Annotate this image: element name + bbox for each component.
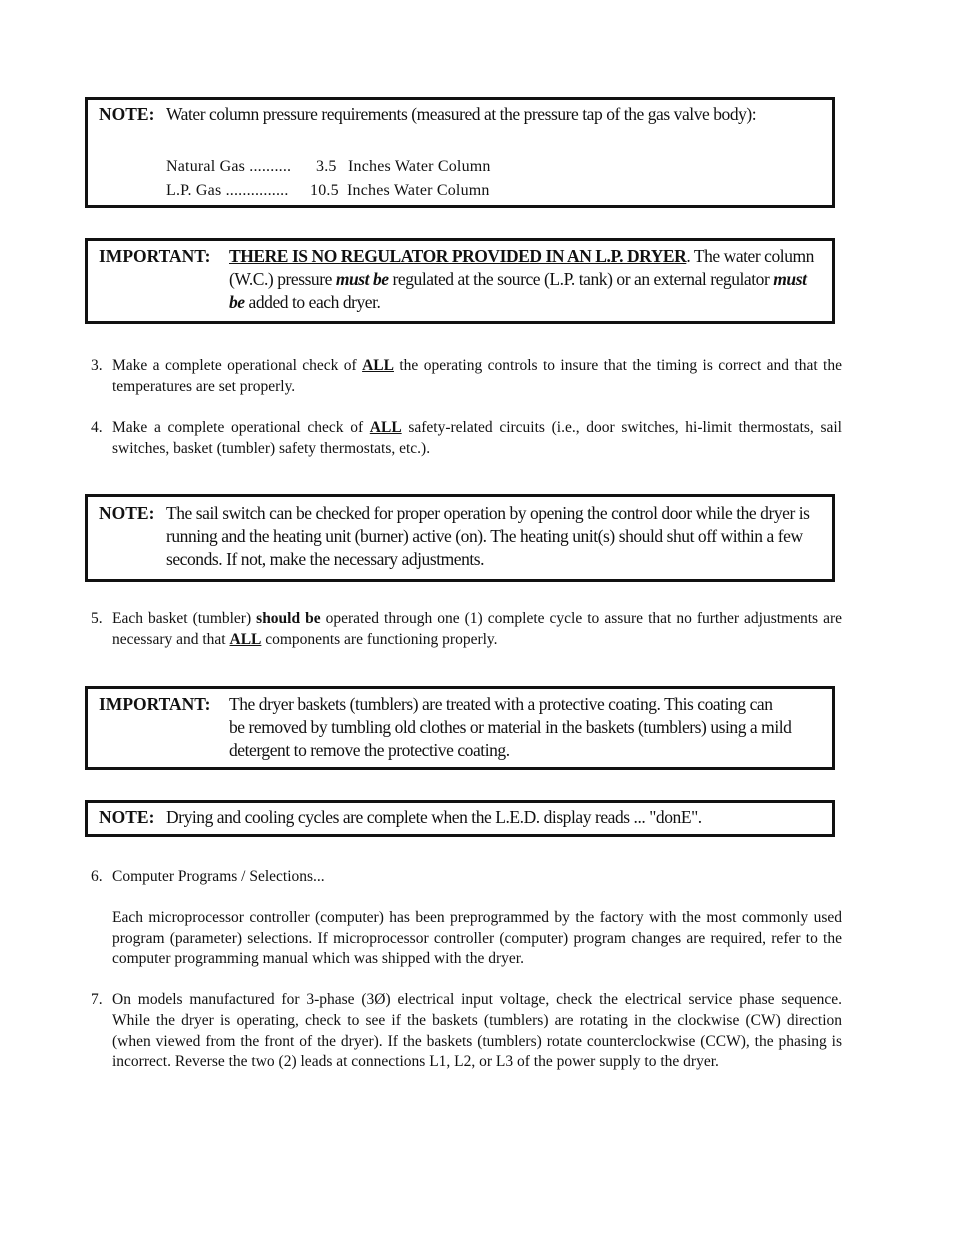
step-6-title: Computer Programs / Selections... bbox=[112, 868, 325, 885]
note-sail-box bbox=[85, 494, 835, 582]
important-coating-text: The dryer baskets (tumblers) are treated with a protective coating. This coating can be removed by tumbling old clothes or material in the baskets (tumblers) using a mild detergent to remove the protective coating. bbox=[229, 694, 792, 760]
natural-gas-value: 3.5 bbox=[316, 158, 337, 175]
natural-gas-unit: Inches Water Column bbox=[348, 158, 491, 175]
important-regulator-box bbox=[85, 238, 835, 324]
step-4: 4. Make a complete operational check of ALL safety-related circuits (i.e., door switches, hi-limit thermostats, sail switches, basket (tumbler) safety thermostats, etc.). bbox=[91, 419, 842, 457]
note-label: NOTE: bbox=[99, 104, 155, 124]
important-coating-box bbox=[85, 686, 835, 770]
step-number: 3. bbox=[91, 357, 103, 374]
important-regulator-text: THERE IS NO REGULATOR PROVIDED IN AN L.P. DRYER. The water column (W.C.) pressure must be regulated at the source (L.P. tank) or an external regulator must be added to each dryer. bbox=[229, 246, 814, 312]
step-6-paragraph: Each microprocessor controller (computer) has been preprogrammed by the factory with the most commonly used program (parameter) selections. If microprocessor controller (computer) program changes are required, refer to the computer programming manual which was shipped with the dryer. bbox=[112, 908, 842, 968]
lp-gas-value: 10.5 bbox=[310, 182, 339, 199]
note-done-box bbox=[85, 800, 835, 837]
step-number: 7. bbox=[91, 991, 103, 1008]
note-label: NOTE: bbox=[99, 807, 155, 827]
step-5: 5. Each basket (tumbler) should be operated through one (1) complete cycle to assure that no further adjustments are necessary and that ALL components are functioning properly. bbox=[91, 610, 842, 648]
step-number: 5. bbox=[91, 610, 103, 627]
regulator-headline: THERE IS NO REGULATOR PROVIDED IN AN L.P. DRYER bbox=[229, 246, 687, 266]
lp-gas-unit: Inches Water Column bbox=[347, 182, 490, 199]
important-label: IMPORTANT: bbox=[99, 246, 211, 266]
lp-gas-label: L.P. Gas ............... bbox=[166, 182, 289, 199]
step-number: 4. bbox=[91, 419, 103, 436]
note-pressure-box bbox=[85, 97, 835, 208]
step-7: 7. On models manufactured for 3-phase (3Ø) electrical input voltage, check the electrical service phase sequence. While the dryer is operating, check to see if the baskets (tumblers) are rotating in the clockwise (CW) direction (when viewed from the front of the dryer). If the baskets (tumblers) rotate counterclockwise (CCW), the phasing is incorrect. Reverse the two (2) leads at connections L1, L2, or L3 of the power supply to the dryer. bbox=[91, 991, 842, 1071]
natural-gas-label: Natural Gas .......... bbox=[166, 158, 292, 175]
note-label: NOTE: bbox=[99, 503, 155, 523]
step-6 bbox=[91, 867, 842, 970]
note-done-text: Drying and cooling cycles are complete when the L.E.D. display reads ... "donE". bbox=[166, 807, 702, 827]
step-3: 3. Make a complete operational check of ALL the operating controls to insure that the timing is correct and that the temperatures are set properly. bbox=[91, 357, 842, 395]
note-sail-text: The sail switch can be checked for proper operation by opening the control door while the dryer is running and the heating unit (burner) active (on). The heating unit(s) should shut off within a few seconds. If not, make the necessary adjustments. bbox=[166, 503, 810, 569]
note-pressure-text: Water column pressure requirements (measured at the pressure tap of the gas valve body): bbox=[166, 104, 757, 124]
important-label: IMPORTANT: bbox=[99, 694, 211, 714]
step-number: 6. bbox=[91, 868, 103, 885]
